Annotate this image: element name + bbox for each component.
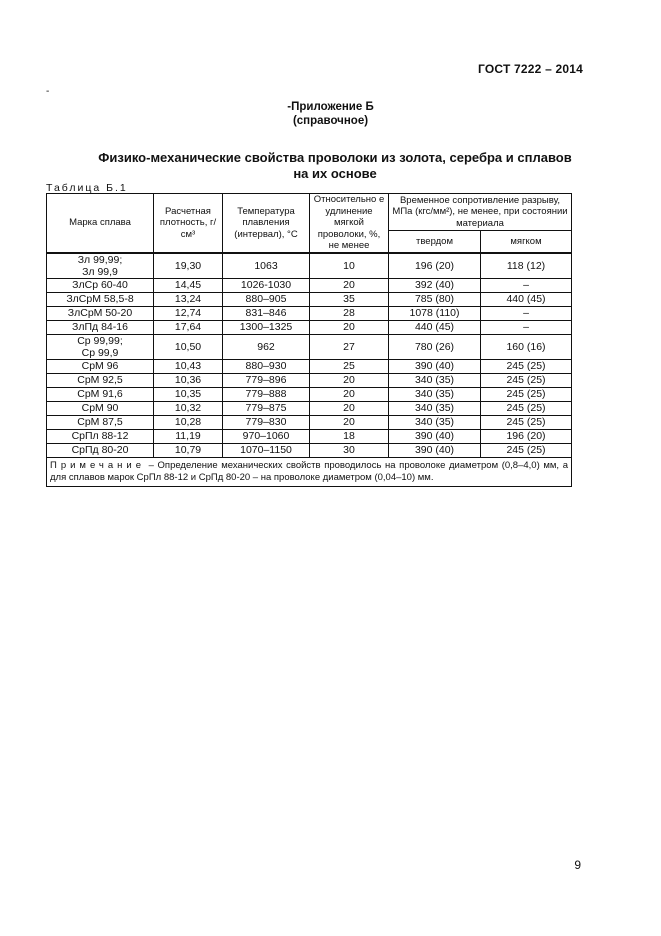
cell-strength-soft: 440 (45) (481, 292, 572, 306)
cell-temperature: 1070–1150 (223, 443, 310, 457)
cell-elongation: 27 (310, 334, 389, 359)
cell-density: 12,74 (154, 306, 223, 320)
appendix-title-line: -Приложение Б (287, 101, 374, 113)
note-label: Примечание (50, 459, 145, 471)
cell-strength-soft: 245 (25) (481, 387, 572, 401)
table-row (47, 320, 572, 334)
cell-temperature: 1026-1030 (223, 278, 310, 292)
cell-grade: Зл 99,99; Зл 99,9 (47, 253, 154, 279)
cell-elongation: 10 (310, 253, 389, 279)
cell-temperature: 962 (223, 334, 310, 359)
cell-strength-soft: 160 (16) (481, 334, 572, 359)
cell-temperature: 779–830 (223, 415, 310, 429)
header-soft: мягком (481, 231, 572, 253)
table-body (47, 253, 572, 458)
cell-density: 10,79 (154, 443, 223, 457)
header-temperature: Температура плавления (интервал), °С (223, 194, 310, 253)
cell-elongation: 28 (310, 306, 389, 320)
cell-grade: Ср 99,99; Ср 99,9 (47, 334, 154, 359)
table-row (47, 253, 572, 279)
cell-temperature: 779–888 (223, 387, 310, 401)
cell-strength-hard: 390 (40) (389, 359, 481, 373)
cell-grade: СрМ 92,5 (47, 373, 154, 387)
table-row (47, 373, 572, 387)
appendix-subtitle: (справочное) (292, 115, 369, 127)
header-strength: Временное сопротивление разрыву, МПа (кгс/мм²), не менее, при состоянии материала (389, 194, 572, 231)
cell-strength-hard: 1078 (110) (389, 306, 481, 320)
cell-temperature: 880–905 (223, 292, 310, 306)
cell-strength-soft: 245 (25) (481, 415, 572, 429)
cell-strength-hard: 340 (35) (389, 401, 481, 415)
cell-grade: СрМ 91,6 (47, 387, 154, 401)
cell-strength-hard: 785 (80) (389, 292, 481, 306)
table-note (47, 457, 572, 486)
cell-elongation: 25 (310, 359, 389, 373)
cell-grade: СрМ 96 (47, 359, 154, 373)
cell-density: 10,35 (154, 387, 223, 401)
cell-grade: СрПд 80-20 (47, 443, 154, 457)
cell-strength-hard: 390 (40) (389, 429, 481, 443)
cell-strength-soft: – (481, 306, 572, 320)
cell-temperature: 880–930 (223, 359, 310, 373)
appendix-title (0, 100, 661, 128)
cell-strength-hard: 340 (35) (389, 387, 481, 401)
table-row (47, 359, 572, 373)
cell-elongation: 20 (310, 320, 389, 334)
cell-strength-soft: – (481, 320, 572, 334)
cell-elongation: 20 (310, 401, 389, 415)
cell-strength-hard: 392 (40) (389, 278, 481, 292)
table-row (47, 387, 572, 401)
cell-density: 10,28 (154, 415, 223, 429)
table-row (47, 443, 572, 457)
table-label: Таблица Б.1 (46, 182, 128, 194)
header-elongation: Относительно е удлинение мягкой проволоки, %, не менее (310, 194, 389, 253)
cell-density: 10,36 (154, 373, 223, 387)
cell-grade: ЗлСрМ 58,5-8 (47, 292, 154, 306)
section-heading-line-1: Физико-механические свойства проволоки из золота, серебра и сплавов (98, 150, 572, 165)
cell-grade: СрМ 87,5 (47, 415, 154, 429)
cell-grade: ЗлПд 84-16 (47, 320, 154, 334)
table-row (47, 429, 572, 443)
header-density: Расчетная плотность, г/см³ (154, 194, 223, 253)
cell-density: 10,32 (154, 401, 223, 415)
cell-temperature: 1063 (223, 253, 310, 279)
page-number: 9 (574, 858, 581, 872)
cell-elongation: 30 (310, 443, 389, 457)
cell-temperature: 970–1060 (223, 429, 310, 443)
cell-elongation: 20 (310, 278, 389, 292)
cell-density: 10,43 (154, 359, 223, 373)
cell-strength-hard: 440 (45) (389, 320, 481, 334)
cell-strength-soft: 245 (25) (481, 373, 572, 387)
cell-grade: ЗлСрМ 50-20 (47, 306, 154, 320)
cell-density: 17,64 (154, 320, 223, 334)
cell-temperature: 779–875 (223, 401, 310, 415)
cell-grade: СрМ 90 (47, 401, 154, 415)
cell-elongation: 20 (310, 373, 389, 387)
cell-strength-soft: 245 (25) (481, 401, 572, 415)
properties-table (46, 193, 572, 487)
table-row (47, 306, 572, 320)
cell-strength-hard: 340 (35) (389, 373, 481, 387)
margin-dash: - (46, 86, 50, 97)
cell-strength-hard: 390 (40) (389, 443, 481, 457)
section-heading (50, 150, 620, 182)
cell-density: 13,24 (154, 292, 223, 306)
header-grade: Марка сплава (47, 194, 154, 253)
cell-density: 14,45 (154, 278, 223, 292)
cell-temperature: 779–896 (223, 373, 310, 387)
cell-elongation: 20 (310, 415, 389, 429)
table-row (47, 415, 572, 429)
section-heading-line-2: на их основе (293, 166, 377, 181)
cell-density: 11,19 (154, 429, 223, 443)
cell-temperature: 831–846 (223, 306, 310, 320)
cell-grade: ЗлСр 60-40 (47, 278, 154, 292)
cell-strength-soft: 245 (25) (481, 443, 572, 457)
header-hard: твердом (389, 231, 481, 253)
table-row (47, 292, 572, 306)
note-text: – Определение механических свойств проводилось на проволоке диаметром (0,8–4,0) мм, а для сплавов марок СрПл 88-12 и СрПд 80-20 – на проволоке диаметром (0,04–10) мм. (50, 459, 568, 483)
cell-elongation: 35 (310, 292, 389, 306)
cell-strength-soft: 118 (12) (481, 253, 572, 279)
table-row (47, 278, 572, 292)
cell-strength-hard: 780 (26) (389, 334, 481, 359)
cell-strength-soft: 196 (20) (481, 429, 572, 443)
cell-temperature: 1300–1325 (223, 320, 310, 334)
standard-number: ГОСТ 7222 – 2014 (478, 62, 583, 76)
cell-density: 10,50 (154, 334, 223, 359)
cell-grade: СрПл 88-12 (47, 429, 154, 443)
cell-elongation: 18 (310, 429, 389, 443)
table-row (47, 401, 572, 415)
cell-strength-hard: 340 (35) (389, 415, 481, 429)
cell-strength-soft: 245 (25) (481, 359, 572, 373)
cell-density: 19,30 (154, 253, 223, 279)
cell-elongation: 20 (310, 387, 389, 401)
cell-strength-soft: – (481, 278, 572, 292)
cell-strength-hard: 196 (20) (389, 253, 481, 279)
table-row (47, 334, 572, 359)
